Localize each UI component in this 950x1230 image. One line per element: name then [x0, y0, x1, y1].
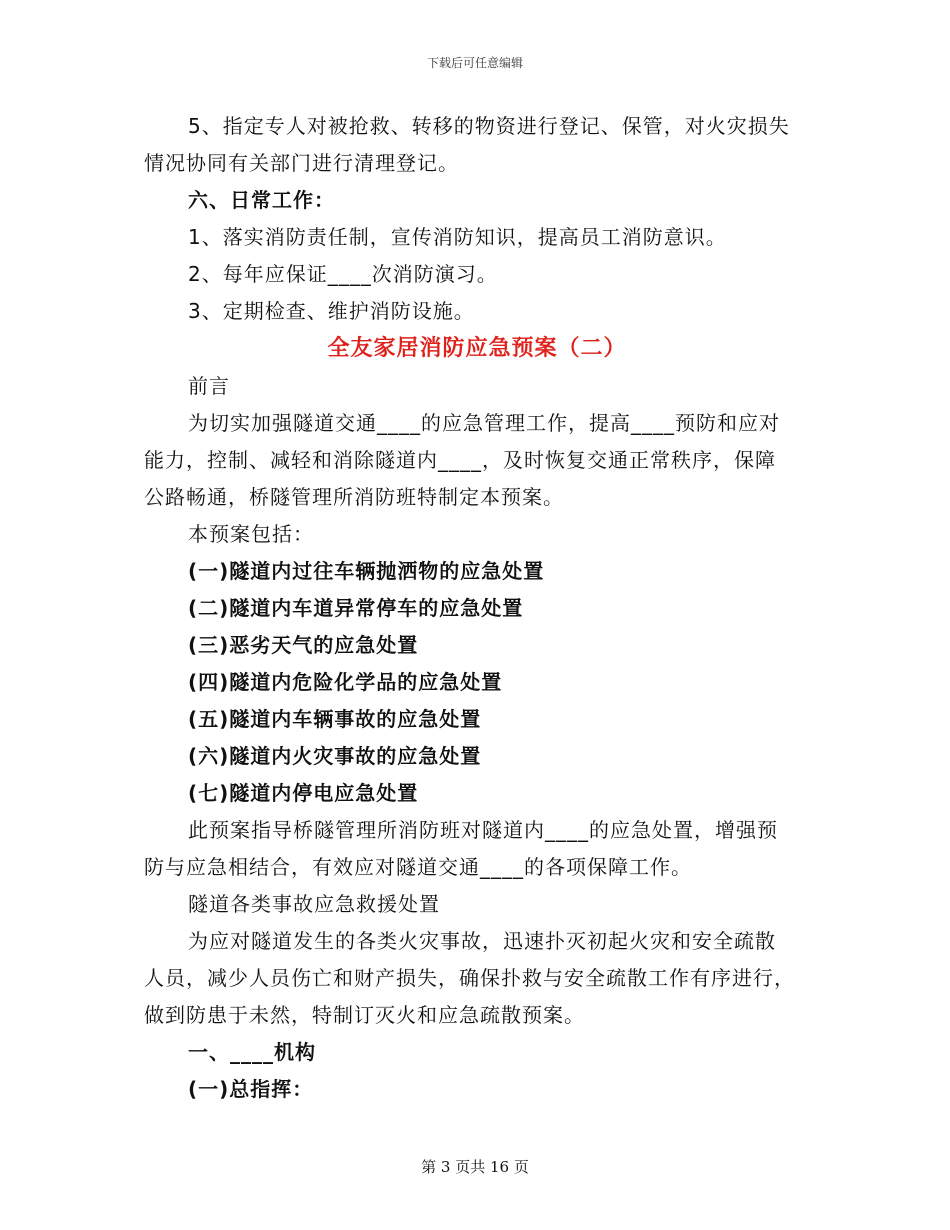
- list-item: 3、定期检查、维护消防设施。: [188, 299, 475, 323]
- paragraph-line: 5、指定专人对被抢救、转移的物资进行登记、保管，对火灾损失: [188, 114, 790, 138]
- paragraph-line: 人员，减少人员伤亡和财产损失，确保扑救与安全疏散工作有序进行，: [144, 966, 795, 990]
- paragraph-line: 做到防患于未然，特制订灭火和应急疏散预案。: [144, 1003, 585, 1027]
- paragraph-line: 防与应急相结合，有效应对隧道交通____的各项保障工作。: [144, 855, 692, 879]
- list-item: (六)隧道内火灾事故的应急处置: [188, 744, 482, 768]
- paragraph-line: 情况协同有关部门进行清理登记。: [144, 151, 459, 175]
- section-heading: 六、日常工作：: [188, 188, 335, 212]
- section-heading: 一、____机构: [188, 1040, 316, 1064]
- paragraph-line: 为切实加强隧道交通____的应急管理工作，提高____预防和应对: [188, 411, 780, 435]
- list-item: 2、每年应保证____次消防演习。: [188, 262, 498, 286]
- list-item: (五)隧道内车辆事故的应急处置: [188, 707, 482, 731]
- list-item: (四)隧道内危险化学品的应急处置: [188, 670, 503, 694]
- document-body: [144, 108, 810, 1108]
- paragraph-line: 此预案指导桥隧管理所消防班对隧道内____的应急处置，增强预: [188, 818, 778, 842]
- list-item: 1、落实消防责任制，宣传消防知识，提高员工消防意识。: [188, 225, 727, 249]
- list-item: (二)隧道内车道异常停车的应急处置: [188, 596, 524, 620]
- page-number: 第 3 页共 16 页: [421, 1158, 529, 1176]
- list-item: (三)恶劣天气的应急处置: [188, 633, 419, 657]
- paragraph-line: 前言: [188, 374, 230, 398]
- list-item: (七)隧道内停电应急处置: [188, 781, 419, 805]
- page-header-note: 下载后可任意编辑: [426, 56, 523, 70]
- paragraph-line: 为应对隧道发生的各类火灾事故，迅速扑灭初起火灾和安全疏散: [188, 929, 776, 953]
- section-heading: (一)总指挥：: [188, 1077, 314, 1101]
- paragraph-line: 公路畅通，桥隧管理所消防班特制定本预案。: [144, 485, 564, 509]
- list-item: (一)隧道内过往车辆抛洒物的应急处置: [188, 559, 545, 583]
- paragraph-line: 本预案包括：: [188, 522, 314, 546]
- paragraph-line: 能力，控制、减轻和消除隧道内____，及时恢复交通正常秩序，保障: [144, 448, 776, 472]
- document-title: 全友家居消防应急预案（二）: [327, 336, 627, 361]
- paragraph-line: 隧道各类事故应急救援处置: [188, 892, 440, 916]
